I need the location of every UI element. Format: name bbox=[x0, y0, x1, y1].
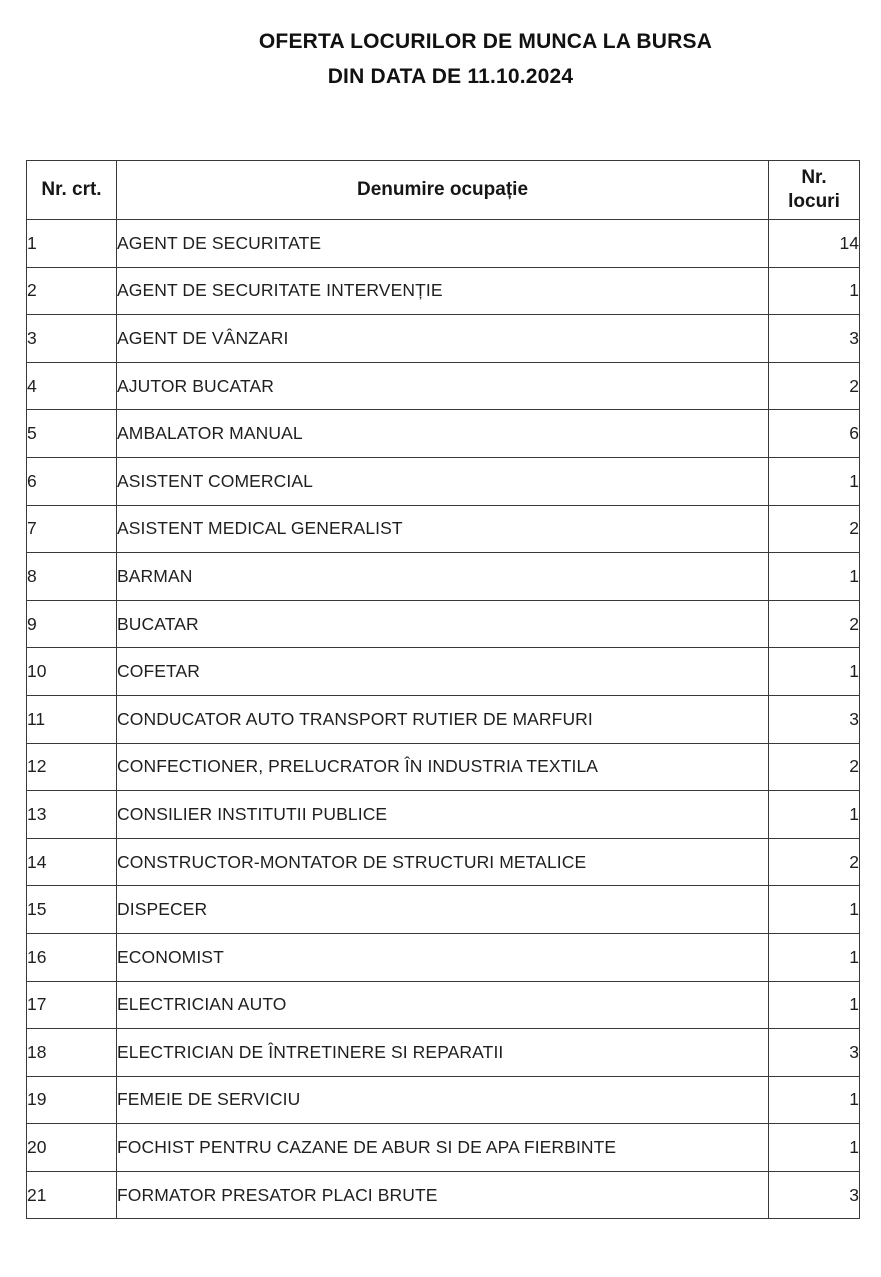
places-count: 3 bbox=[769, 695, 860, 743]
occupation-name: AGENT DE SECURITATE bbox=[117, 220, 769, 268]
column-header-places bbox=[769, 161, 860, 220]
document-date-title: DIN DATA DE 11.10.2024 bbox=[327, 65, 574, 88]
row-number: 21 bbox=[27, 1171, 117, 1219]
table-row bbox=[27, 648, 860, 696]
places-count: 1 bbox=[769, 553, 860, 601]
table-row bbox=[27, 1124, 860, 1172]
column-header-occupation: Denumire ocupație bbox=[117, 161, 769, 220]
table-row bbox=[27, 1171, 860, 1219]
column-header-nr: Nr. crt. bbox=[27, 161, 117, 220]
places-count: 2 bbox=[769, 838, 860, 886]
places-count: 3 bbox=[769, 1171, 860, 1219]
row-number: 16 bbox=[27, 933, 117, 981]
occupation-name: DISPECER bbox=[117, 886, 769, 934]
table-row bbox=[27, 695, 860, 743]
places-count: 3 bbox=[769, 315, 860, 363]
places-count: 1 bbox=[769, 886, 860, 934]
row-number: 14 bbox=[27, 838, 117, 886]
row-number: 19 bbox=[27, 1076, 117, 1124]
row-number: 1 bbox=[27, 220, 117, 268]
places-count: 1 bbox=[769, 1076, 860, 1124]
occupation-name: BARMAN bbox=[117, 553, 769, 601]
occupation-name: AMBALATOR MANUAL bbox=[117, 410, 769, 458]
occupation-name: ASISTENT MEDICAL GENERALIST bbox=[117, 505, 769, 553]
places-count: 1 bbox=[769, 267, 860, 315]
occupation-name: ECONOMIST bbox=[117, 933, 769, 981]
table-row bbox=[27, 743, 860, 791]
document-title: OFERTA LOCURILOR DE MUNCA LA BURSA bbox=[258, 30, 713, 53]
job-offers-table bbox=[26, 160, 860, 1219]
table-row bbox=[27, 1076, 860, 1124]
table-row bbox=[27, 267, 860, 315]
places-count: 1 bbox=[769, 933, 860, 981]
occupation-name: AGENT DE VÂNZARI bbox=[117, 315, 769, 363]
occupation-name: AGENT DE SECURITATE INTERVENȚIE bbox=[117, 267, 769, 315]
places-count: 1 bbox=[769, 648, 860, 696]
places-count: 14 bbox=[769, 220, 860, 268]
table-header-row bbox=[27, 161, 860, 220]
table-row bbox=[27, 791, 860, 839]
occupation-name: CONFECTIONER, PRELUCRATOR ÎN INDUSTRIA TEXTILA bbox=[117, 743, 769, 791]
table-row bbox=[27, 553, 860, 601]
row-number: 20 bbox=[27, 1124, 117, 1172]
row-number: 10 bbox=[27, 648, 117, 696]
row-number: 2 bbox=[27, 267, 117, 315]
places-count: 2 bbox=[769, 743, 860, 791]
occupation-name: BUCATAR bbox=[117, 600, 769, 648]
occupation-name: FOCHIST PENTRU CAZANE DE ABUR SI DE APA FIERBINTE bbox=[117, 1124, 769, 1172]
places-count: 1 bbox=[769, 981, 860, 1029]
row-number: 6 bbox=[27, 457, 117, 505]
table-row bbox=[27, 1029, 860, 1077]
row-number: 13 bbox=[27, 791, 117, 839]
places-count: 2 bbox=[769, 600, 860, 648]
places-count: 2 bbox=[769, 505, 860, 553]
table-row bbox=[27, 981, 860, 1029]
occupation-name: ELECTRICIAN AUTO bbox=[117, 981, 769, 1029]
places-count: 2 bbox=[769, 362, 860, 410]
occupation-name: CONSTRUCTOR-MONTATOR DE STRUCTURI METALICE bbox=[117, 838, 769, 886]
occupation-name: ELECTRICIAN DE ÎNTRETINERE SI REPARATII bbox=[117, 1029, 769, 1077]
table-row bbox=[27, 505, 860, 553]
occupation-name: AJUTOR BUCATAR bbox=[117, 362, 769, 410]
occupation-name: CONDUCATOR AUTO TRANSPORT RUTIER DE MARFURI bbox=[117, 695, 769, 743]
table-row bbox=[27, 457, 860, 505]
table-row bbox=[27, 220, 860, 268]
places-count: 1 bbox=[769, 1124, 860, 1172]
occupation-name: ASISTENT COMERCIAL bbox=[117, 457, 769, 505]
row-number: 17 bbox=[27, 981, 117, 1029]
occupation-name: COFETAR bbox=[117, 648, 769, 696]
table-row bbox=[27, 315, 860, 363]
places-count: 1 bbox=[769, 791, 860, 839]
table-row bbox=[27, 933, 860, 981]
row-number: 11 bbox=[27, 695, 117, 743]
row-number: 15 bbox=[27, 886, 117, 934]
column-header-places-line2: locuri bbox=[788, 191, 840, 212]
row-number: 9 bbox=[27, 600, 117, 648]
row-number: 12 bbox=[27, 743, 117, 791]
row-number: 18 bbox=[27, 1029, 117, 1077]
places-count: 1 bbox=[769, 457, 860, 505]
table-row bbox=[27, 838, 860, 886]
column-header-places-line1: Nr. bbox=[801, 167, 827, 188]
occupation-name: FORMATOR PRESATOR PLACI BRUTE bbox=[117, 1171, 769, 1219]
places-count: 6 bbox=[769, 410, 860, 458]
row-number: 3 bbox=[27, 315, 117, 363]
table-row bbox=[27, 886, 860, 934]
table-row bbox=[27, 362, 860, 410]
row-number: 8 bbox=[27, 553, 117, 601]
row-number: 4 bbox=[27, 362, 117, 410]
occupation-name: FEMEIE DE SERVICIU bbox=[117, 1076, 769, 1124]
row-number: 5 bbox=[27, 410, 117, 458]
table-row bbox=[27, 410, 860, 458]
table-row bbox=[27, 600, 860, 648]
occupation-name: CONSILIER INSTITUTII PUBLICE bbox=[117, 791, 769, 839]
places-count: 3 bbox=[769, 1029, 860, 1077]
row-number: 7 bbox=[27, 505, 117, 553]
